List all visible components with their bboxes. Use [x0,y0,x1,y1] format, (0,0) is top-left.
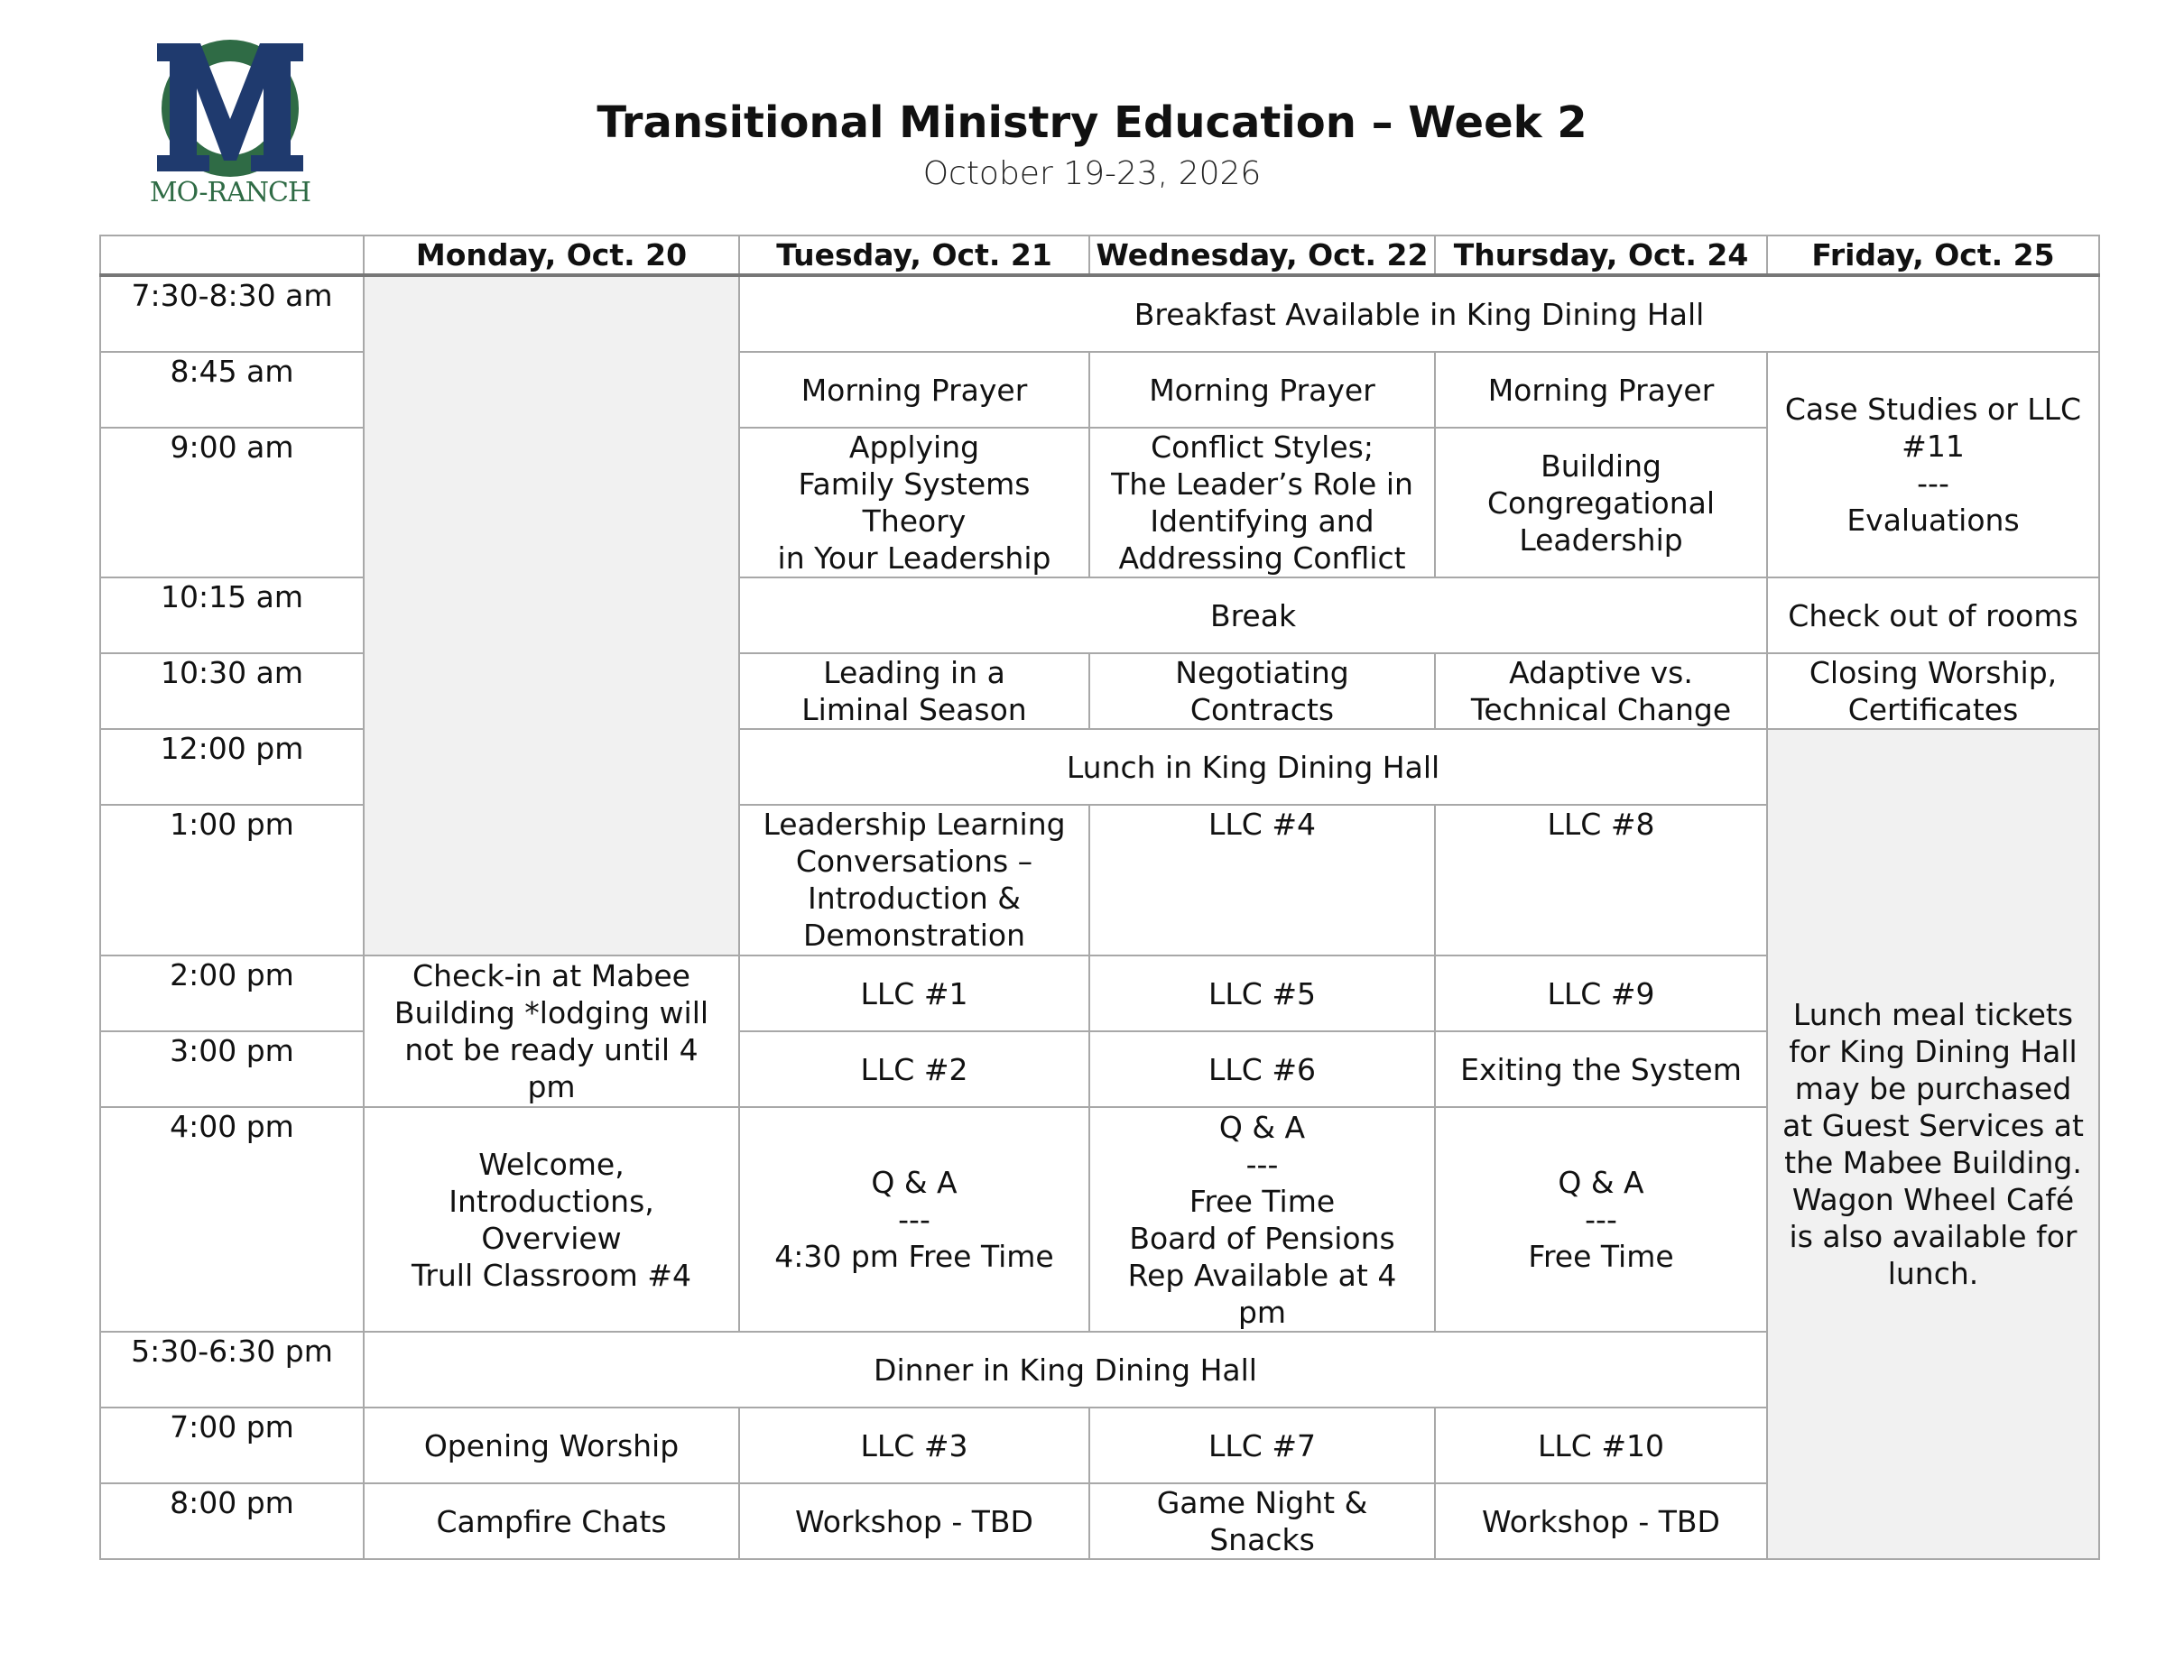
time-cell: 7:30-8:30 am [100,275,364,352]
session-cell: Q & A --- Free Time Board of Pensions Rep Available at 4 pm [1089,1107,1435,1332]
breakfast-cell: Breakfast Available in King Dining Hall [739,275,2099,352]
header-row [100,235,2099,275]
page-subtitle: October 19-23, 2026 [922,155,1262,192]
friday-closing: Closing Worship, Certificates [1767,653,2099,729]
lunch-cell: Lunch in King Dining Hall [739,729,1767,805]
header-thursday: Thursday, Oct. 24 [1435,235,1767,275]
header-tuesday: Tuesday, Oct. 21 [739,235,1089,275]
header-corner [100,235,364,275]
friday-lunch-note-text: Lunch meal tickets for King Dining Hall may be purchased at Guest Services at the Mabee Building. Wagon Wheel Café is also available for lunch. [1782,997,2084,1291]
session-cell: Welcome, Introductions, Overview Trull Classroom #4 [364,1107,739,1332]
session-cell: Q & A --- Free Time [1435,1107,1767,1332]
schedule-table [99,235,2100,1560]
friday-lunch-note [1767,729,2099,1559]
session-cell: LLC #6 [1089,1031,1435,1107]
session-cell: Negotiating Contracts [1089,653,1435,729]
session-cell: Building Congregational Leadership [1435,428,1767,577]
time-cell: 8:45 am [100,352,364,428]
time-cell: 4:00 pm [100,1107,364,1332]
header-friday: Friday, Oct. 25 [1767,235,2099,275]
header-wednesday: Wednesday, Oct. 22 [1089,235,1435,275]
session-cell: Exiting the System [1435,1031,1767,1107]
friday-checkout: Check out of rooms [1767,577,2099,653]
session-cell: Morning Prayer [739,352,1089,428]
time-cell: 1:00 pm [100,805,364,955]
session-cell: LLC #9 [1435,955,1767,1031]
time-cell: 2:00 pm [100,955,364,1031]
session-cell: Workshop - TBD [739,1483,1089,1559]
session-cell: LLC #10 [1435,1408,1767,1483]
session-cell: Opening Worship [364,1408,739,1483]
page-title: Transitional Ministry Education – Week 2 [597,97,1587,148]
logo-text: MO-RANCH [149,177,311,208]
session-cell: Game Night & Snacks [1089,1483,1435,1559]
monday-checkin [364,955,739,1107]
time-cell: 12:00 pm [100,729,364,805]
time-cell: 10:15 am [100,577,364,653]
session-cell: Adaptive vs. Technical Change [1435,653,1767,729]
time-cell: 5:30-6:30 pm [100,1332,364,1408]
monday-checkin-text: Check-in at Mabee Building *lodging will not be ready until 4 pm [393,958,709,1104]
session-cell: Morning Prayer [1089,352,1435,428]
session-cell: Q & A --- 4:30 pm Free Time [739,1107,1089,1332]
session-cell: Morning Prayer [1435,352,1767,428]
session-cell: Applying Family Systems Theory in Your Leadership [739,428,1089,577]
time-cell: 3:00 pm [100,1031,364,1107]
session-cell: Leading in a Liminal Season [739,653,1089,729]
session-cell: LLC #3 [739,1408,1089,1483]
session-cell: LLC #5 [1089,955,1435,1031]
session-cell: Workshop - TBD [1435,1483,1767,1559]
time-cell: 9:00 am [100,428,364,577]
session-cell: LLC #8 [1435,805,1767,955]
time-cell: 8:00 pm [100,1483,364,1559]
session-cell: LLC #1 [739,955,1089,1031]
friday-case-studies: Case Studies or LLC #11 --- Evaluations [1767,352,2099,577]
session-cell: LLC #7 [1089,1408,1435,1483]
session-cell: LLC #2 [739,1031,1089,1107]
table-row [100,275,2099,352]
dinner-cell: Dinner in King Dining Hall [364,1332,1767,1408]
monday-blank [364,275,739,955]
time-cell: 10:30 am [100,653,364,729]
session-cell: Conflict Styles; The Leader’s Role in Identifying and Addressing Conflict [1089,428,1435,577]
header-monday: Monday, Oct. 20 [364,235,739,275]
session-cell: LLC #4 [1089,805,1435,955]
session-cell: Campfire Chats [364,1483,739,1559]
break-cell: Break [739,577,1767,653]
time-cell: 7:00 pm [100,1408,364,1483]
session-cell: Leadership Learning Conversations – Introduction & Demonstration [739,805,1089,955]
